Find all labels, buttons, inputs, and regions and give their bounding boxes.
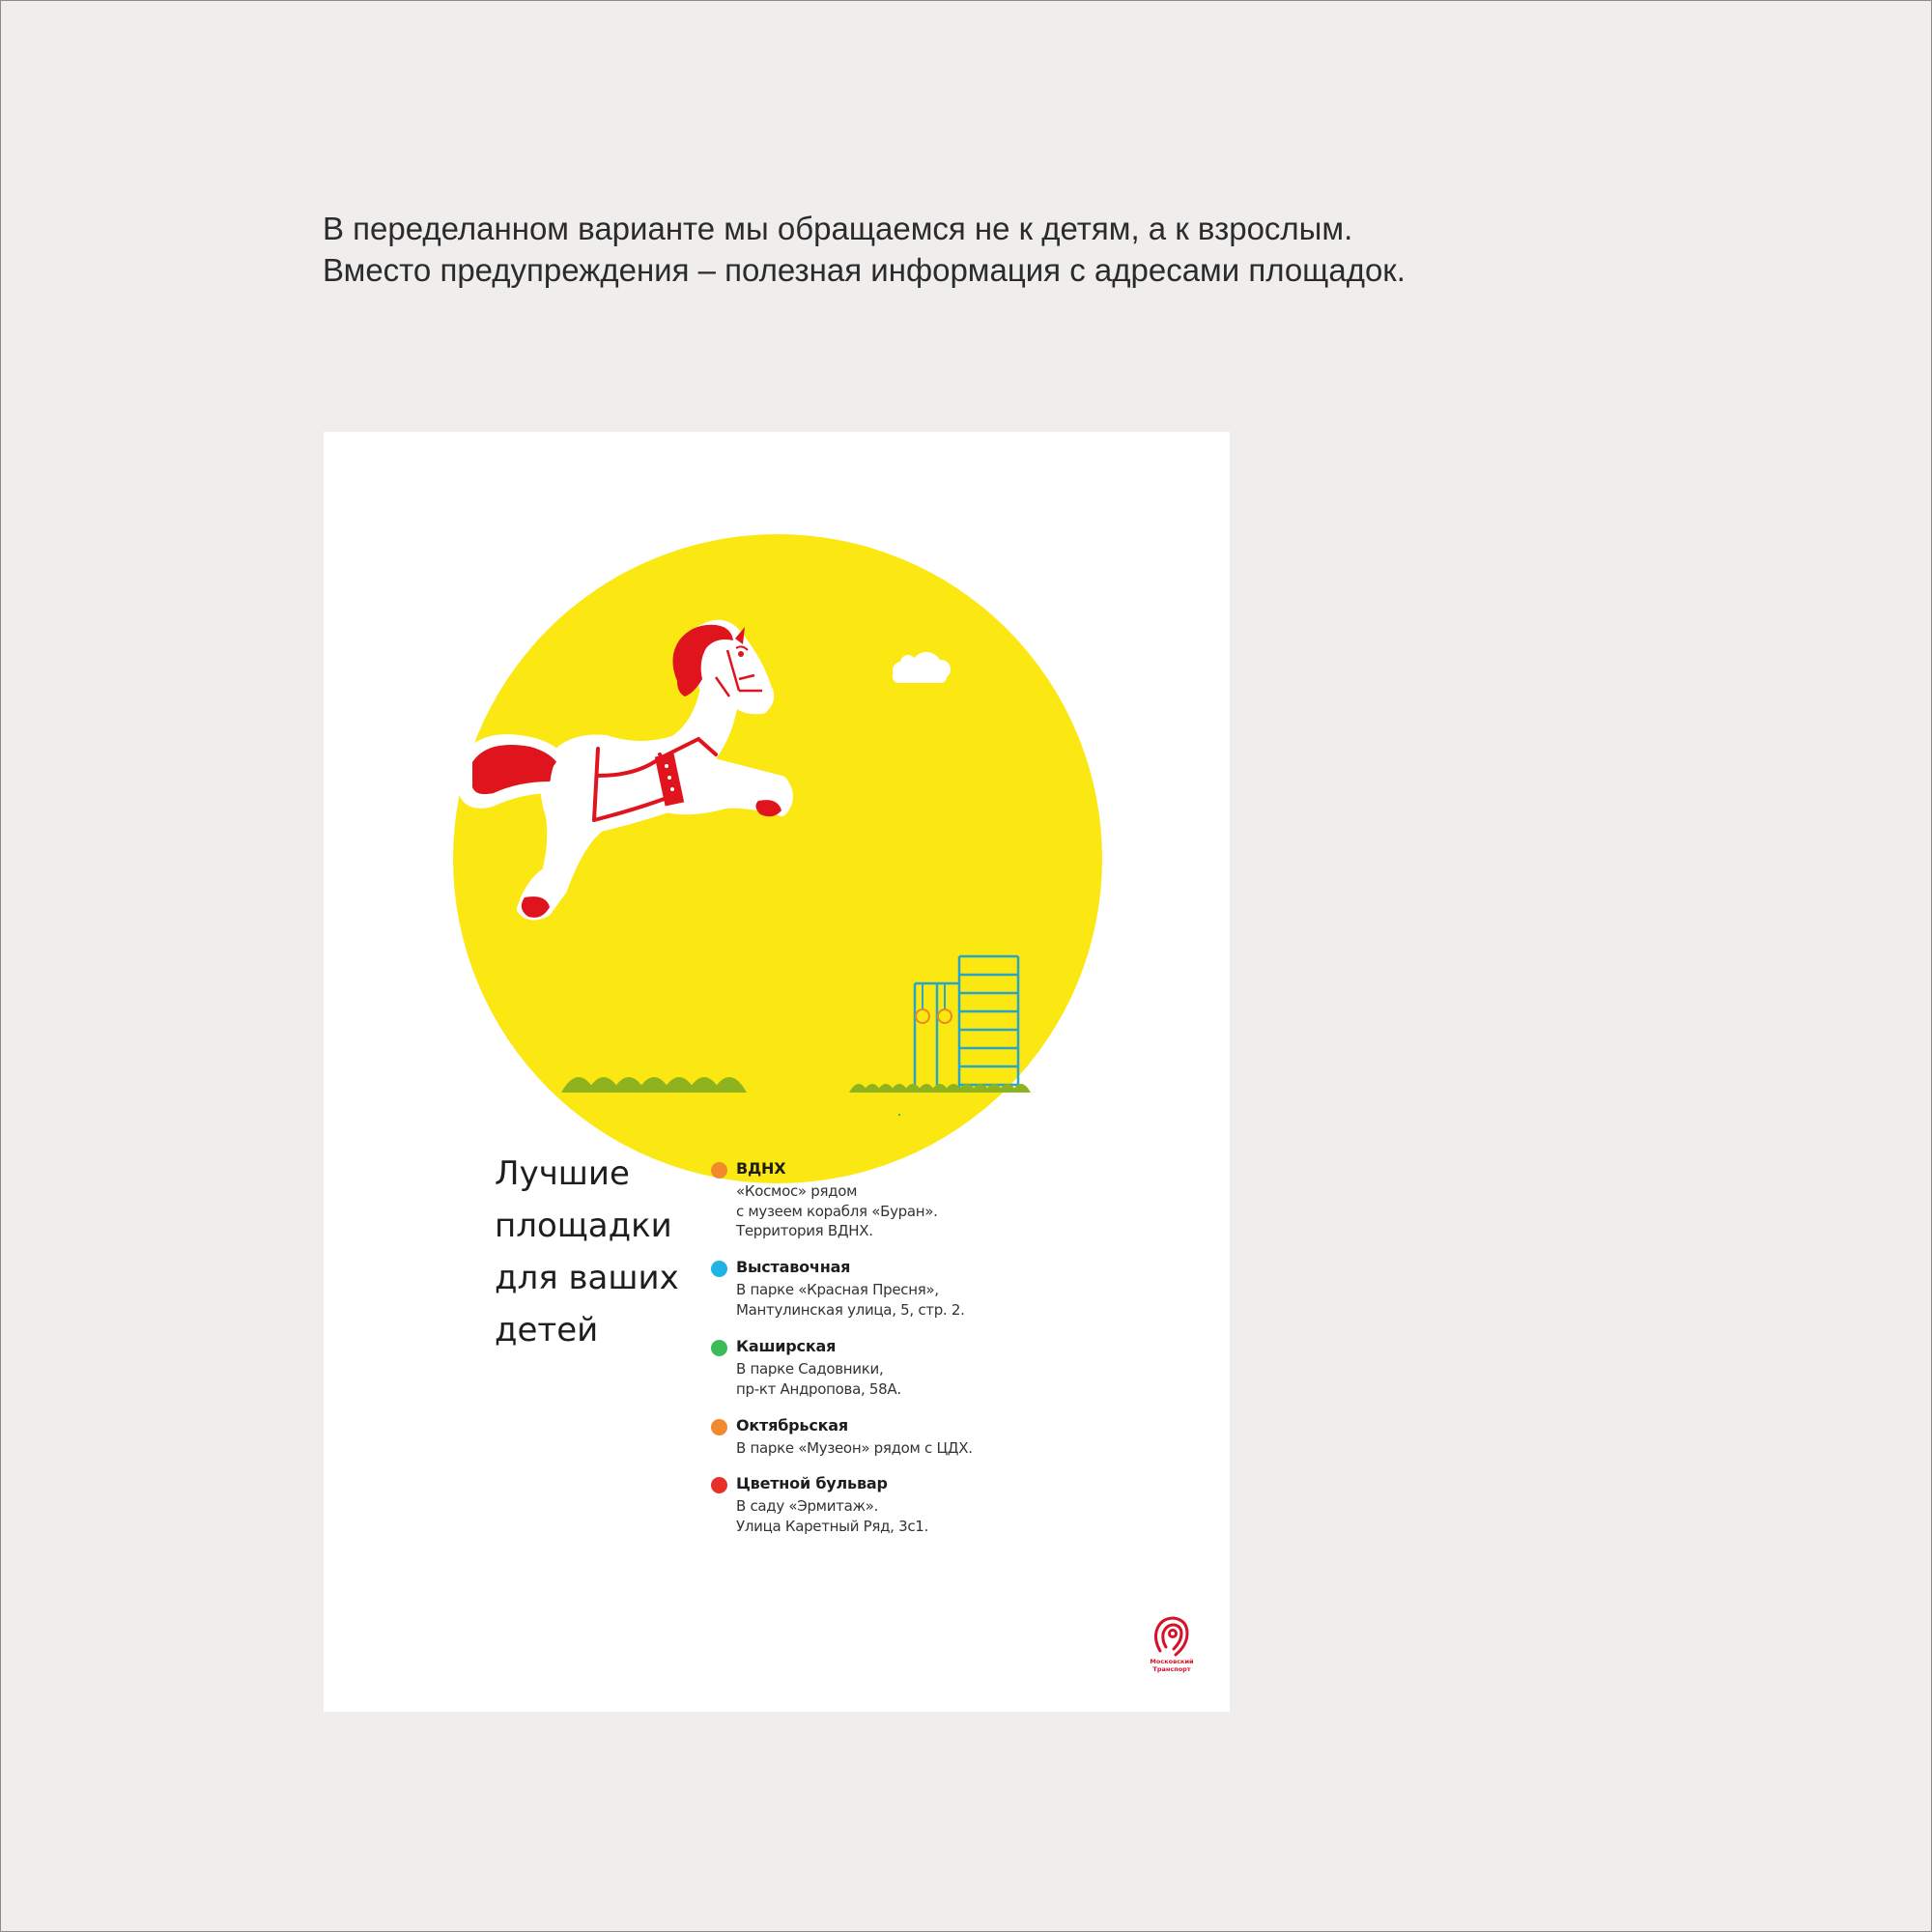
moscow-transport-logo [1143,1612,1201,1690]
station-address [736,1280,965,1320]
logo-caption [1143,1658,1201,1673]
address-line: Мантулинская улица, 5, стр. 2. [736,1300,965,1319]
station-name: Цветной бульвар [736,1474,888,1492]
station-dot [711,1419,727,1435]
logo-caption-line-1: Московский [1150,1658,1194,1665]
headline-line-3: для ваших [495,1259,679,1297]
station-dot [711,1162,727,1179]
station-name: Выставочная [736,1258,851,1276]
station-dot [711,1261,727,1277]
station-address [736,1496,928,1536]
headline-line-1: Лучшие [495,1154,630,1193]
station-dot [711,1340,727,1356]
illustration-svg [453,534,1102,1183]
playground-illustration [453,534,1102,1183]
station-address [736,1359,901,1399]
address-line: Улица Каретный Ряд, 3с1. [736,1517,929,1535]
address-line: с музеем корабля «Буран». [736,1202,938,1220]
station-address [736,1438,973,1459]
station-address [736,1181,938,1241]
address-line: В парке «Красная Пресня», [736,1281,939,1298]
poster [324,432,1230,1712]
intro-line-2: Вместо предупреждения – полезная информация с адресами площадок. [323,252,1406,288]
station-name: Каширская [736,1337,837,1355]
poster-headline [495,1148,707,1356]
address-line: пр-кт Андропова, 58А. [736,1379,901,1398]
logo-caption-line-2: Транспорт [1152,1665,1191,1673]
station-name: Октябрьская [736,1416,848,1435]
address-line: В парке «Музеон» рядом с ЦДХ. [736,1439,973,1457]
address-line: В саду «Эрмитаж». [736,1497,879,1515]
headline-line-4: детей [495,1311,599,1350]
address-line: Территория ВДНХ. [736,1222,873,1239]
intro-text [323,208,1675,291]
station-name: ВДНХ [736,1159,786,1178]
station-dot [711,1477,727,1493]
address-line: «Космос» рядом [736,1182,858,1200]
intro-line-1: В переделанном варианте мы обращаемся не к детям, а к взрослым. [323,211,1353,246]
logo-icon [1143,1612,1201,1659]
address-line: В парке Садовники, [736,1360,884,1378]
headline-line-2: площадки [495,1207,672,1245]
